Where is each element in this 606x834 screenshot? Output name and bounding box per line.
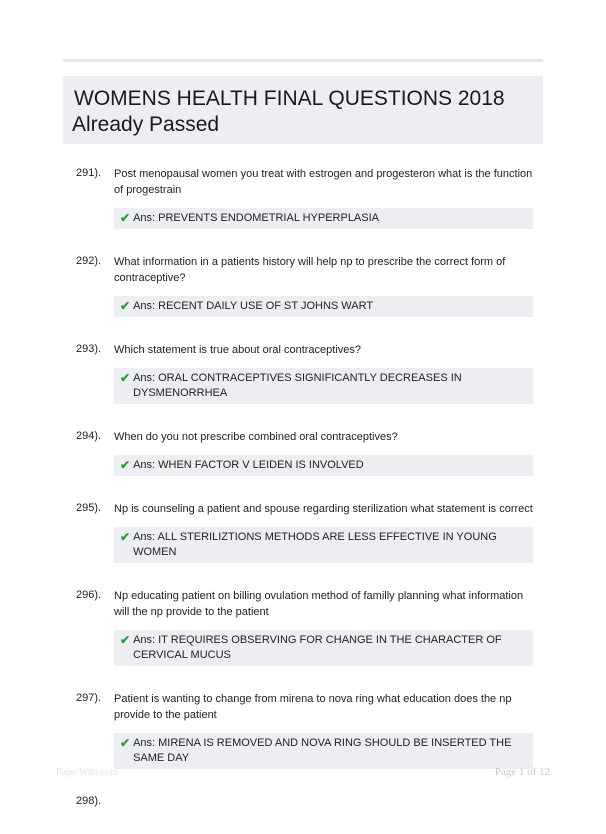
- answer-text: Ans: RECENT DAILY USE OF ST JOHNS WART: [133, 300, 374, 312]
- top-divider: [63, 59, 543, 62]
- page-number: Page 1 of 12: [494, 766, 550, 778]
- check-icon: ✔: [120, 633, 131, 647]
- answer-box: [114, 455, 533, 476]
- question-number: 294).: [76, 430, 102, 442]
- answer-box: [114, 527, 533, 563]
- question-item: [63, 588, 543, 666]
- question-number: 293).: [76, 343, 102, 355]
- question-text: Patient is wanting to change from mirena to nova ring what education does the np provide to the patient: [114, 693, 512, 721]
- answer-text: Ans: PREVENTS ENDOMETRIAL HYPERPLASIA: [133, 212, 379, 224]
- answer-box: [114, 630, 533, 666]
- question-list: [63, 166, 543, 834]
- question-text: What information in a patients history will help np to prescribe the correct form of contraceptive?: [114, 256, 506, 284]
- answer-text: Ans: ORAL CONTRACEPTIVES SIGNIFICANTLY DECREASES IN DYSMENORRHEA: [133, 372, 462, 399]
- question-item: [63, 429, 543, 476]
- question-number: 295).: [76, 502, 102, 514]
- check-icon: ✔: [120, 458, 131, 472]
- question-number: 291).: [76, 167, 102, 179]
- question-number: 297).: [76, 692, 102, 704]
- question-item: [63, 794, 543, 809]
- answer-text: Ans: MIRENA IS REMOVED AND NOVA RING SHOULD BE INSERTED THE SAME DAY: [133, 737, 512, 764]
- question-text: Np educating patient on billing ovulation method of familly planning what information will the np provide to the patient: [114, 590, 524, 618]
- check-icon: ✔: [120, 211, 131, 225]
- document-title: [63, 76, 543, 144]
- answer-box: [114, 733, 533, 769]
- answer-box: [114, 368, 533, 404]
- answer-text: Ans: WHEN FACTOR V LEIDEN IS INVOLVED: [133, 459, 364, 471]
- answer-box: [114, 296, 533, 317]
- check-icon: ✔: [120, 371, 131, 385]
- check-icon: ✔: [120, 530, 131, 544]
- question-number: 298).: [76, 795, 102, 807]
- title-line-2: Already Passed: [72, 113, 220, 136]
- question-item: [63, 166, 543, 229]
- question-text: [114, 794, 543, 809]
- check-icon: ✔: [120, 299, 131, 313]
- check-icon: ✔: [120, 736, 131, 750]
- question-text: Post menopausal women you treat with estrogen and progesteron what is the function of progestrain: [114, 168, 533, 196]
- answer-box: [114, 208, 533, 229]
- question-text: Np is counseling a patient and spouse regarding sterilization what statement is correct: [114, 503, 533, 515]
- question-text: Which statement is true about oral contraceptives?: [114, 344, 362, 356]
- title-line-1: WOMENS HEALTH FINAL QUESTIONS 2018: [74, 87, 505, 110]
- answer-text: Ans: ALL STERILIZTIONS METHODS ARE LESS EFFECTIVE IN YOUNG WOMEN: [133, 531, 497, 558]
- question-item: [63, 254, 543, 317]
- question-item: [63, 501, 543, 563]
- question-text: When do you not prescribe combined oral contraceptives?: [114, 431, 398, 443]
- question-number: 296).: [76, 589, 102, 601]
- answer-text: Ans: IT REQUIRES OBSERVING FOR CHANGE IN THE CHARACTER OF CERVICAL MUCUS: [133, 634, 502, 661]
- question-item: [63, 342, 543, 404]
- footer-watermark: PaperWiki.com: [56, 767, 119, 778]
- question-number: 292).: [76, 255, 102, 267]
- question-item: [63, 691, 543, 769]
